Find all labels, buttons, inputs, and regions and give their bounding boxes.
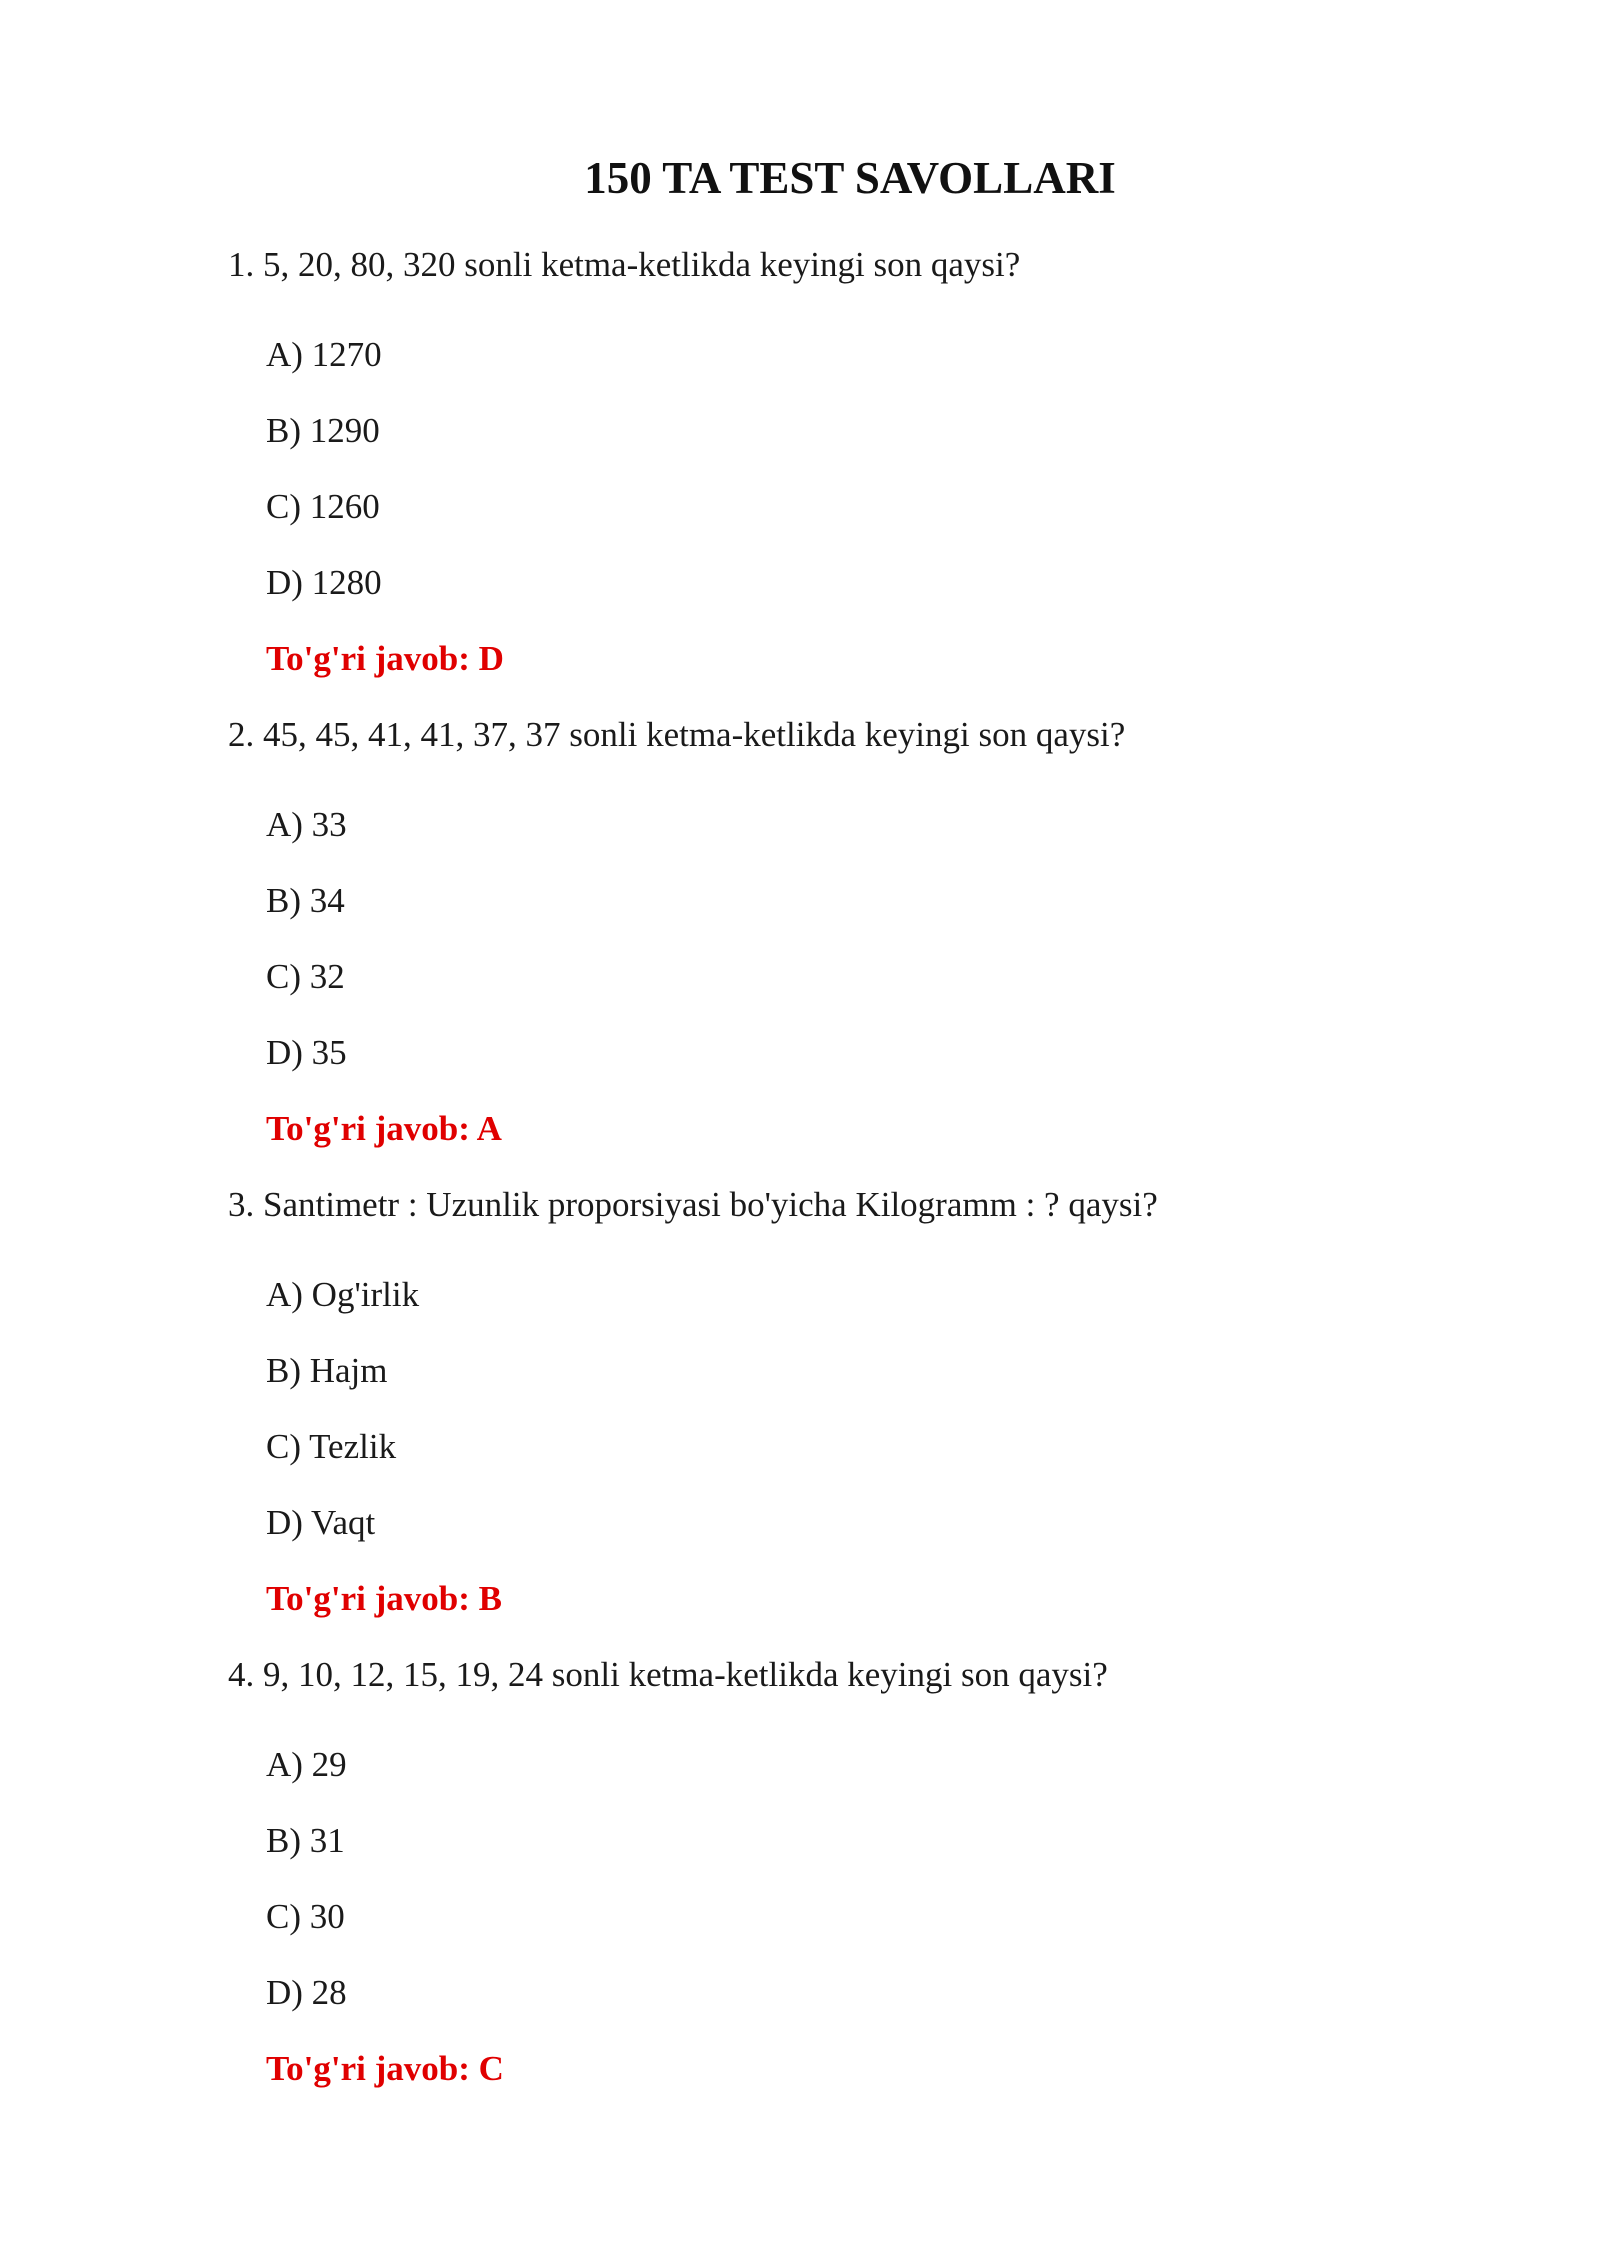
question-1-option-d: D) 1280 <box>266 563 382 602</box>
question-2-option-d: D) 35 <box>266 1033 347 1072</box>
question-2-option-a: A) 33 <box>266 805 347 844</box>
question-4-option-d: D) 28 <box>266 1973 347 2012</box>
question-1-option-c: C) 1260 <box>266 487 380 526</box>
question-3-answer: To'g'ri javob: B <box>266 1579 502 1618</box>
question-1-option-b: B) 1290 <box>266 411 380 450</box>
question-1-answer: To'g'ri javob: D <box>266 639 504 678</box>
question-4-answer: To'g'ri javob: C <box>266 2049 504 2088</box>
question-2-text: 2. 45, 45, 41, 41, 37, 37 sonli ketma-ketlikda keyingi son qaysi? <box>228 715 1126 754</box>
question-3-option-c: C) Tezlik <box>266 1427 397 1466</box>
question-4-option-b: B) 31 <box>266 1821 345 1860</box>
question-3-option-a: A) Og'irlik <box>266 1275 420 1314</box>
question-3-option-b: B) Hajm <box>266 1351 388 1390</box>
question-4-option-c: C) 30 <box>266 1897 345 1936</box>
question-2-option-b: B) 34 <box>266 881 345 920</box>
question-2-option-c: C) 32 <box>266 957 345 996</box>
question-3-option-d: D) Vaqt <box>266 1503 376 1542</box>
page-title: 150 TA TEST SAVOLLARI <box>584 153 1116 203</box>
question-1-option-a: A) 1270 <box>266 335 382 374</box>
question-4-option-a: A) 29 <box>266 1745 347 1784</box>
question-3-text: 3. Santimetr : Uzunlik proporsiyasi bo'yicha Kilogramm : ? qaysi? <box>228 1185 1158 1224</box>
question-1-text: 1. 5, 20, 80, 320 sonli ketma-ketlikda keyingi son qaysi? <box>228 245 1021 284</box>
question-2-answer: To'g'ri javob: A <box>266 1109 502 1148</box>
question-4-text: 4. 9, 10, 12, 15, 19, 24 sonli ketma-ketlikda keyingi son qaysi? <box>228 1655 1108 1694</box>
